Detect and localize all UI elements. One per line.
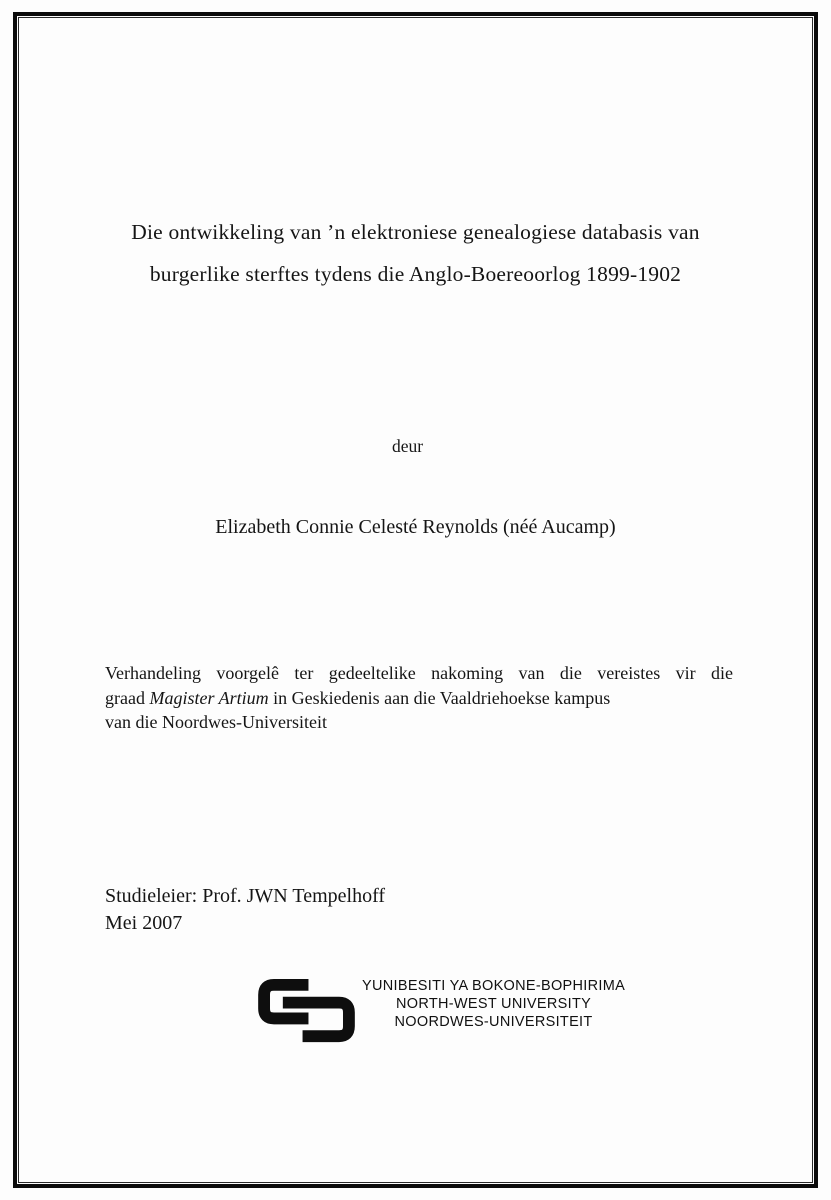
- degree-statement-line2: [105, 686, 733, 711]
- logo-line-english: NORTH-WEST UNIVERSITY: [395, 995, 592, 1012]
- degree-statement: [105, 661, 733, 735]
- nwu-interlocking-links-icon: [256, 975, 357, 1047]
- thesis-title-line1: Die ontwikkeling van ’n elektroniese genealogiese databasis van: [131, 220, 700, 244]
- supervisor-line: Studieleier: Prof. JWN Tempelhoff: [105, 885, 386, 907]
- degree-statement-line2-post: in Geskiedenis aan die Vaaldriehoekse kampus: [268, 687, 611, 708]
- university-logo: [256, 975, 625, 1047]
- thesis-title-line2: burgerlike sterftes tydens die Anglo-Boereoorlog 1899-1902: [149, 262, 682, 286]
- degree-statement-line3: van die Noordwes-Universiteit: [105, 712, 327, 732]
- university-logo-text: [362, 978, 625, 1031]
- byline-deur: deur: [391, 436, 424, 456]
- thesis-title: [40, 211, 791, 295]
- degree-statement-line2-pre: graad: [105, 687, 150, 708]
- logo-line-setswana: YUNIBESITI YA BOKONE-BOPHIRIMA: [362, 978, 626, 994]
- supervisor-block: [105, 883, 385, 936]
- degree-name-italic: Magister Artium: [149, 687, 269, 708]
- logo-line-afrikaans: NOORDWES-UNIVERSITEIT: [394, 1013, 593, 1030]
- author-name: Elizabeth Connie Celesté Reynolds (néé Aucamp): [215, 516, 616, 538]
- date-line: Mei 2007: [105, 911, 183, 934]
- degree-statement-line1: Verhandeling voorgelê ter gedeeltelike nakoming van die vereistes vir die: [105, 663, 733, 683]
